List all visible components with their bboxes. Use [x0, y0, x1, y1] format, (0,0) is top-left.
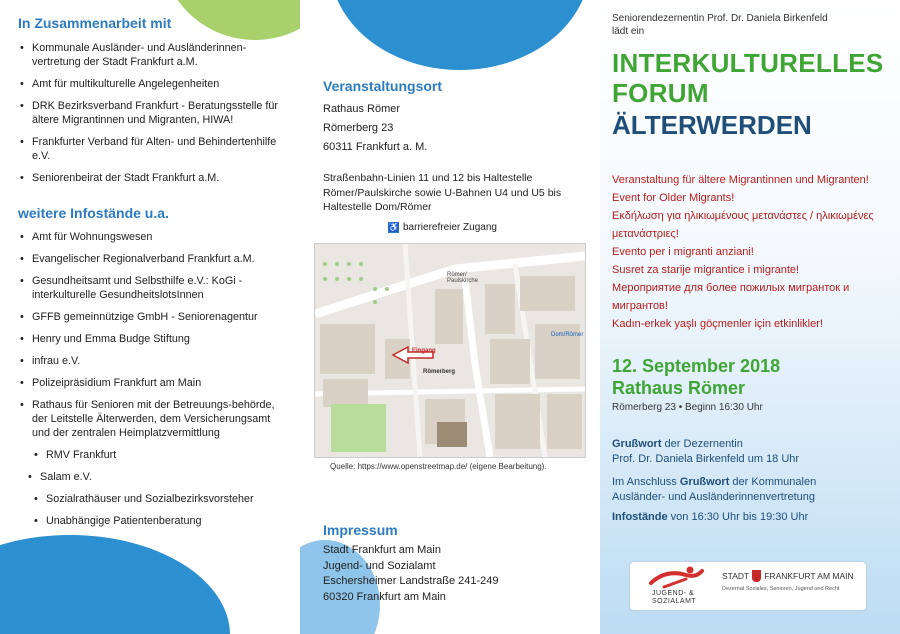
- partners-title: In Zusammenarbeit mit: [18, 15, 172, 31]
- infostand-times: [612, 510, 897, 525]
- language-line: Εκδήλωση για ηλικιωμένους μετανάστες / ηλικιωμένες μετανάστριες!: [612, 210, 874, 240]
- impressum-line: Jugend- und Sozialamt: [323, 559, 436, 572]
- list-item: • Seniorenbeirat der Stadt Frankfurt a.M.: [18, 171, 288, 185]
- list-item: • Unabhängige Patientenberatung: [32, 514, 288, 528]
- impressum-line: 60320 Frankfurt am Main: [323, 590, 446, 603]
- infostand-section: [18, 205, 288, 536]
- logo2-name: [722, 570, 862, 582]
- decor-circle-blue-bottom: [0, 535, 230, 634]
- greeting-2-bold: Grußwort: [679, 476, 730, 488]
- list-item: • Amt für Wohnungswesen: [18, 230, 288, 244]
- greeting-1: [612, 437, 897, 452]
- program: [612, 437, 897, 525]
- infostand-title: weitere Infostände u.a.: [18, 205, 169, 221]
- logo2-stadt: STADT: [722, 571, 750, 581]
- impressum-line: Stadt Frankfurt am Main: [323, 544, 441, 556]
- intro: [612, 12, 892, 38]
- accessibility-label: barrierefreier Zugang: [403, 221, 497, 233]
- list-item: • GFFB gemeinnützige GmbH - Seniorenagentur: [18, 310, 288, 324]
- greeting-1-bold: Grußwort: [612, 438, 662, 450]
- title-line-3: ÄLTERWERDEN: [612, 110, 812, 140]
- language-line: Мероприятие для более пожилых мигранток и мигрантов!: [612, 282, 850, 312]
- venue-line: 60311 Frankfurt a. M.: [323, 141, 428, 153]
- language-list: [612, 171, 894, 333]
- middle-panel: [300, 0, 600, 634]
- infostand-list: [18, 230, 288, 528]
- list-item: • Sozialrathäuser und Sozialbezirksvorsteher: [32, 492, 288, 506]
- title-line-1: INTERKULTURELLES: [612, 48, 884, 78]
- event-place: Rathaus Römer: [612, 378, 746, 398]
- partners-list: [18, 41, 288, 185]
- right-panel: [600, 0, 900, 634]
- list-item: • Rathaus für Senioren mit der Betreuungs-behörde, der Leitstelle Älterwerden, dem Versicherungsamt und der zentralen Heimplatzvermittlung: [18, 398, 288, 440]
- infostand-bold: Infostände: [612, 511, 668, 523]
- title-line-2: FORUM: [612, 78, 709, 108]
- event-title: [612, 49, 897, 139]
- venue-title: Veranstaltungsort: [323, 78, 443, 94]
- logo1-line2: SOZIALAMT: [652, 598, 697, 605]
- event-details: [612, 355, 897, 413]
- greeting-2-rest: der Kommunalen: [729, 476, 817, 488]
- transit-info: Straßenbahn-Linien 11 und 12 bis Haltestelle Römer/Paulskirche sowie U-Bahnen U4 und U5 bis Haltestelle Dom/Römer: [323, 172, 562, 213]
- logo2-subtitle: Dezernat Soziales, Senioren, Jugend und Recht: [722, 586, 840, 592]
- stadt-frankfurt-logo: [722, 570, 862, 606]
- greeting-1-rest: der Dezernentin: [661, 438, 743, 450]
- venue-line: Römerberg 23: [323, 122, 394, 134]
- infostand-rest: von 16:30 Uhr bis 19:30 Uhr: [667, 511, 809, 523]
- map-source: Quelle: https://www.openstreetmap.de/ (eigene Bearbeitung).: [330, 462, 547, 471]
- map-label-entrance: Eingang: [412, 348, 436, 354]
- figure-logo-icon: [646, 565, 706, 591]
- event-date: 12. September 2018: [612, 356, 781, 376]
- list-item: • infrau e.V.: [18, 354, 288, 368]
- decor-circle-blue-top: [330, 0, 590, 70]
- logo-box: [630, 562, 866, 610]
- list-item: • Gesundheitsamt und Selbsthilfe e.V.: KoGi - interkulturelle GesundheitslotsInnen: [18, 274, 288, 302]
- intro-line: Seniorendezernentin Prof. Dr. Daniela Birkenfeld: [612, 13, 828, 24]
- list-item: • Henry und Emma Budge Stiftung: [18, 332, 288, 346]
- impressum-section: [323, 522, 588, 605]
- venue-address: [323, 100, 588, 157]
- street-map: [314, 243, 586, 458]
- language-line: Veranstaltung für ältere Migrantinnen und Migranten!: [612, 174, 869, 186]
- map-label-stop2: Dom/Römer: [551, 332, 584, 338]
- language-line: Evento per i migranti anziani!: [612, 246, 754, 258]
- list-item: • Amt für multikulturelle Angelegenheiten: [18, 77, 288, 91]
- language-line: Event for Older Migrants!: [612, 192, 735, 204]
- accessibility-note: [388, 222, 588, 233]
- logo1-line1: JUGEND- &: [652, 590, 695, 597]
- language-line: Susret za starije migrantice i migrante!: [612, 264, 800, 276]
- impressum-line: Eschersheimer Landstraße 241-249: [323, 575, 499, 587]
- jugend-sozialamt-logo: [636, 565, 716, 607]
- greeting-2-pre: Im Anschluss: [612, 476, 680, 488]
- list-item: • RMV Frankfurt: [32, 448, 288, 462]
- venue-line: Rathaus Römer: [323, 103, 401, 115]
- list-item: • DRK Bezirksverband Frankfurt - Beratungsstelle für ältere Migrantinnen und Migranten, HIWA!: [18, 99, 288, 127]
- list-item: • Evangelischer Regionalverband Frankfurt a.M.: [18, 252, 288, 266]
- list-item: • Salam e.V.: [26, 470, 288, 484]
- list-item: • Polizeipräsidium Frankfurt am Main: [18, 376, 288, 390]
- event-address-time: Römerberg 23 • Beginn 16:30 Uhr: [612, 402, 763, 413]
- left-panel: [0, 0, 300, 634]
- wheelchair-icon: ♿: [388, 221, 400, 232]
- impressum-title: Impressum: [323, 522, 398, 538]
- greeting-2-line2: Ausländer- und Ausländerinnenvertretung: [612, 491, 816, 503]
- map-label-square: Römerberg: [423, 369, 456, 375]
- language-line: Kadın-erkek yaşlı göçmenler için etkinlikler!: [612, 318, 823, 330]
- logo2-frankfurt: FRANKFURT AM MAIN: [764, 571, 854, 581]
- impressum-address: [323, 543, 588, 605]
- list-item: • Kommunale Ausländer- und Ausländerinnen-vertretung der Stadt Frankfurt a.M.: [18, 41, 288, 69]
- greeting-1-line2: Prof. Dr. Daniela Birkenfeld um 18 Uhr: [612, 453, 800, 465]
- partners-section: [18, 15, 288, 193]
- intro-line: lädt ein: [612, 26, 645, 37]
- map-label-stop1: Römer/ Paulskirche: [447, 272, 479, 284]
- list-item: • Frankfurter Verband für Alten- und Behindertenhilfe e.V.: [18, 135, 288, 163]
- eagle-crest-icon: [752, 570, 761, 582]
- greeting-2: [612, 475, 897, 490]
- venue-section: [323, 78, 588, 233]
